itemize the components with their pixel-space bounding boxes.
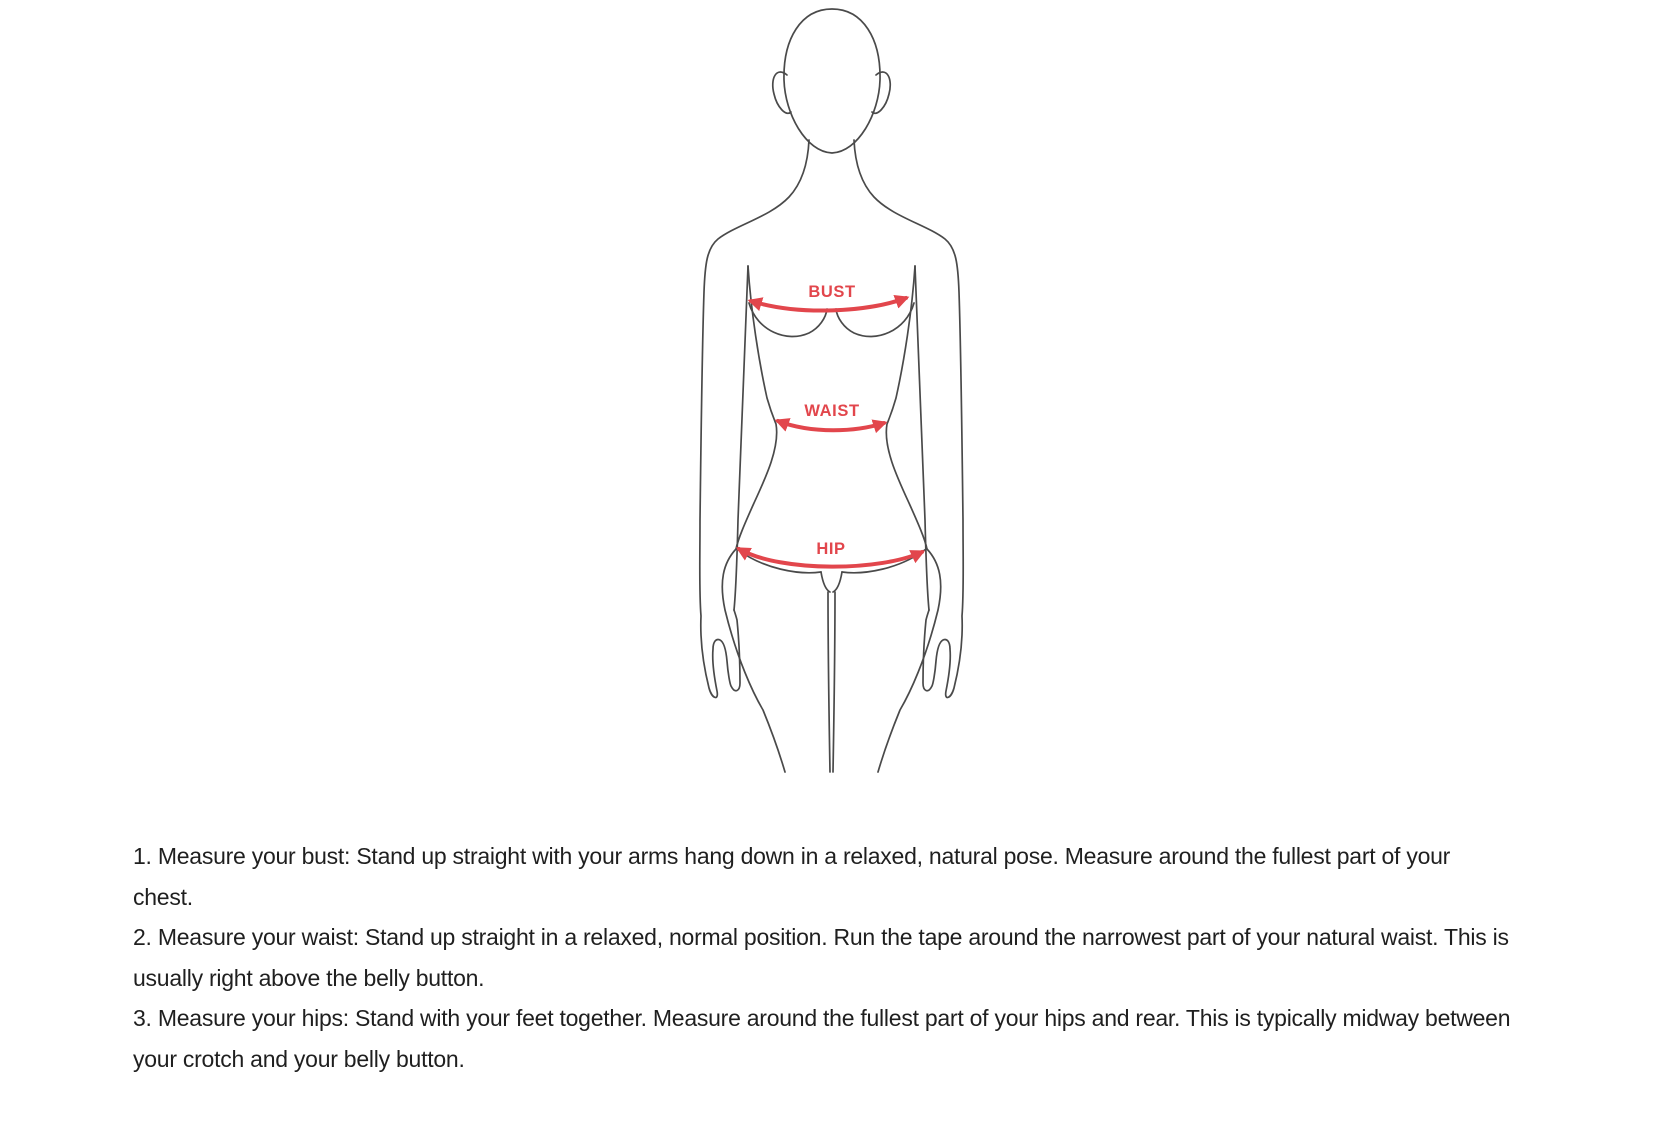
body-left-half — [700, 72, 830, 772]
bust-label: BUST — [808, 283, 856, 301]
instruction-waist: 2. Measure your waist: Stand up straight in a relaxed, normal position. Run the tape around the narrowest part of your natural waist. This is usually right above the belly button. — [133, 924, 1509, 991]
instruction-hips: 3. Measure your hips: Stand with your feet together. Measure around the fullest part of your hips and rear. This is typically midway between your crotch and your belly button. — [133, 1005, 1511, 1072]
measurement-instructions — [133, 836, 1515, 1079]
hip-label: HIP — [816, 540, 846, 558]
waist-label: WAIST — [804, 402, 860, 420]
instruction-bust: 1. Measure your bust: Stand up straight with your arms hang down in a relaxed, natural pose. Measure around the fullest part of your chest. — [133, 843, 1451, 910]
head-outline — [784, 9, 880, 153]
waist-measure-arrow — [778, 421, 884, 430]
body-right-half — [833, 72, 963, 772]
